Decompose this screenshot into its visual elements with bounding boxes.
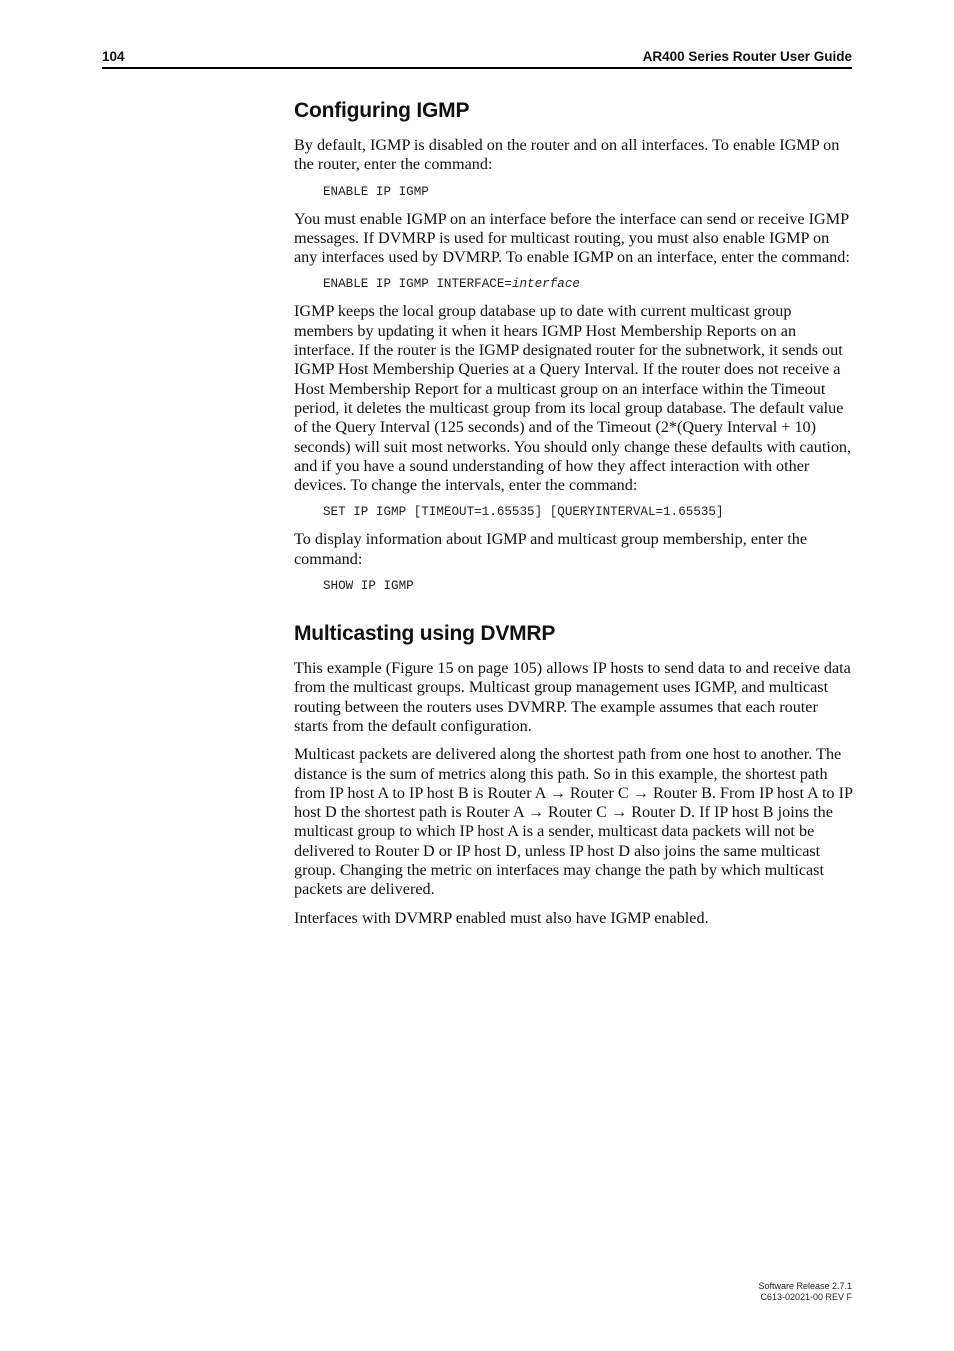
command-text: ENABLE IP IGMP INTERFACE= <box>323 277 512 292</box>
page-footer <box>758 1281 852 1303</box>
guide-title: AR400 Series Router User Guide <box>642 49 852 64</box>
page-content <box>294 97 854 937</box>
paragraph: This example (Figure 15 on page 105) allows IP hosts to send data to and receive data from the multicast groups. Multicast group management uses IGMP, and multicast routing between the routers uses DVMRP. The example assumes that each router starts from the default configuration. <box>294 659 851 735</box>
section-heading-configuring-igmp: Configuring IGMP <box>294 99 470 122</box>
page-header <box>102 47 852 69</box>
paragraph: Multicast packets are delivered along the shortest path from one host to another. The distance is the sum of metrics along this path. So in this example, the shortest path from IP host A to IP host B is Router A → Router C → Router B. From IP host A to IP host D the shortest path is Router A → Router C → Router D. If IP host B joins the multicast group to which IP host A is a sender, multicast data packets will not be delivered to Router D or IP host D, unless IP host D also joins the same multicast group. Changing the metric on interfaces may change the path by which multicast packets are delivered. <box>294 745 853 899</box>
command-example: ENABLE IP IGMP <box>323 184 429 199</box>
command-example: SET IP IGMP [TIMEOUT=1.65535] [QUERYINTERVAL=1.65535] <box>323 505 724 520</box>
paragraph: To display information about IGMP and multicast group membership, enter the command: <box>294 530 808 568</box>
software-release: Software Release 2.7.1 <box>758 1281 852 1291</box>
paragraph: You must enable IGMP on an interface before the interface can send or receive IGMP messages. If DVMRP is used for multicast routing, you must also enable IGMP on any interfaces used by DVMRP. To enable IGMP on an interface, enter the command: <box>294 209 850 267</box>
paragraph: By default, IGMP is disabled on the router and on all interfaces. To enable IGMP on the router, enter the command: <box>294 136 840 174</box>
document-number: C613-02021-00 REV F <box>760 1292 852 1302</box>
command-parameter: interface <box>511 277 580 292</box>
page-number: 104 <box>102 49 125 64</box>
command-example: SHOW IP IGMP <box>323 579 414 594</box>
command-example <box>323 276 854 292</box>
paragraph: Interfaces with DVMRP enabled must also have IGMP enabled. <box>294 908 709 927</box>
section-heading-multicasting-dvmrp: Multicasting using DVMRP <box>294 622 556 646</box>
paragraph: IGMP keeps the local group database up to date with current multicast group members by updating it when it hears IGMP Host Membership Reports on an interface. If the router is the IGMP designated router for the subnetwork, it sends out IGMP Host Membership Queries at a Query Interval. If the router does not receive a Host Membership Report for a multicast group on an interface within the Timeout period, it deletes the multicast group from its local group database. The default value of the Query Interval (125 seconds) and of the Timeout (2*(Query Interval + 10) seconds) will suit most networks. You should only change these defaults with caution, and if you have a sound understanding of how they affect interaction with other devices. To change the intervals, enter the command: <box>294 302 852 495</box>
